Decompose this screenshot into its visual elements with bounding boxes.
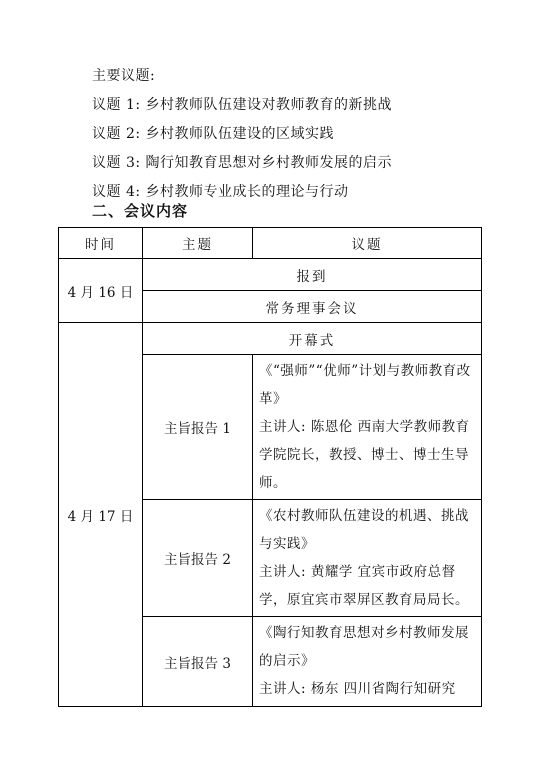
report-label-2: 主旨报告 2 bbox=[143, 500, 253, 617]
report-label-1: 主旨报告 1 bbox=[143, 355, 253, 500]
topics-list bbox=[92, 62, 392, 207]
header-topic: 议题 bbox=[253, 228, 482, 259]
date-cell-day1: 4 月 16 日 bbox=[59, 259, 143, 323]
opening-ceremony-cell: 开幕式 bbox=[143, 323, 482, 355]
report-title-2: 《农村教师队伍建设的机遇、挑战与实践》 bbox=[259, 508, 469, 552]
report-title-1: 《“强师”“优师”计划与教师教育改革》 bbox=[259, 363, 471, 407]
agenda-table bbox=[58, 227, 482, 707]
header-theme: 主题 bbox=[143, 228, 253, 259]
topic-item-1: 议题 1: 乡村教师队伍建设对教师教育的新挑战 bbox=[92, 97, 393, 113]
report-detail-2 bbox=[253, 500, 482, 617]
report-detail-1 bbox=[253, 355, 482, 500]
registration-cell: 报到 bbox=[143, 259, 482, 291]
report-speaker-2: 主讲人: 黄耀学 宜宾市政府总督学，原宜宾市翠屏区教育局局长。 bbox=[259, 564, 469, 608]
topics-heading: 主要议题: bbox=[92, 68, 156, 84]
report-detail-3 bbox=[253, 617, 482, 707]
council-meeting-cell: 常务理事会议 bbox=[143, 291, 482, 323]
topic-item-2: 议题 2: 乡村教师队伍建设的区域实践 bbox=[92, 126, 335, 142]
table-row bbox=[59, 323, 482, 355]
table-header-row bbox=[59, 228, 482, 259]
table-row bbox=[59, 259, 482, 291]
section-title: 二、会议内容 bbox=[92, 202, 189, 220]
report-speaker-3: 主讲人: 杨东 四川省陶行知研究 bbox=[259, 681, 456, 697]
report-title-3: 《陶行知教育思想对乡村教师发展的启示》 bbox=[259, 625, 469, 669]
report-speaker-1: 主讲人: 陈恩伦 西南大学教师教育学院院长，教授、博士、博士生导师。 bbox=[259, 419, 470, 491]
topic-item-3: 议题 3: 陶行知教育思想对乡村教师发展的启示 bbox=[92, 155, 393, 171]
topic-item-4: 议题 4: 乡村教师专业成长的理论与行动 bbox=[92, 184, 349, 200]
report-label-3: 主旨报告 3 bbox=[143, 617, 253, 707]
date-cell-day2: 4 月 17 日 bbox=[59, 323, 143, 707]
header-time: 时间 bbox=[59, 228, 143, 259]
